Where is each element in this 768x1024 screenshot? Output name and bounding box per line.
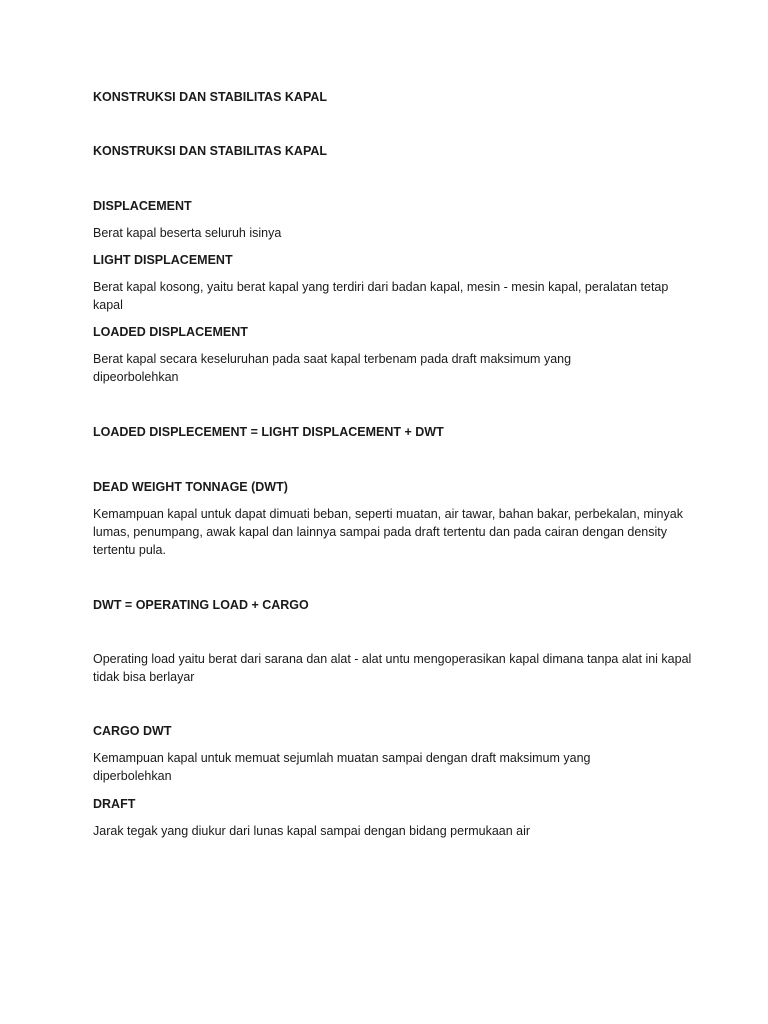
body-cargo-dwt: Kemampuan kapal untuk memuat sejumlah muatan sampai dengan draft maksimum yang diperbolehkan [93,751,591,783]
heading-displacement: DISPLACEMENT [93,199,192,213]
body-loaded-displacement: Berat kapal secara keseluruhan pada saat kapal terbenam pada draft maksimum yang dipeorbolehkan [93,352,572,384]
heading-draft: DRAFT [93,797,136,811]
formula-loaded-displacement: LOADED DISPLECEMENT = LIGHT DISPLACEMENT + DWT [93,425,444,439]
body-dwt: Kemampuan kapal untuk dapat dimuati beban, seperti muatan, air tawar, bahan bakar, perbekalan, minyak lumas, penumpang, awak kapal dan lainnya sampai pada draft tertentu dan pada cairan dengan density tertentu pula. [93,507,683,557]
heading-light-displacement: LIGHT DISPLACEMENT [93,253,233,267]
heading-dwt: DEAD WEIGHT TONNAGE (DWT) [93,480,288,494]
body-draft: Jarak tegak yang diukur dari lunas kapal sampai dengan bidang permukaan air [93,824,531,838]
body-light-displacement: Berat kapal kosong, yaitu berat kapal yang terdiri dari badan kapal, mesin - mesin kapal, peralatan tetap kapal [93,280,669,312]
formula-dwt: DWT = OPERATING LOAD + CARGO [93,598,309,612]
body-operating-load: Operating load yaitu berat dari sarana dan alat - alat untu mengoperasikan kapal dimana tanpa alat ini kapal tidak bisa berlayar [93,652,692,684]
document-subtitle: KONSTRUKSI DAN STABILITAS KAPAL [93,144,328,158]
heading-loaded-displacement: LOADED DISPLACEMENT [93,325,248,339]
body-displacement: Berat kapal beserta seluruh isinya [93,226,282,240]
heading-cargo-dwt: CARGO DWT [93,724,172,738]
document-title: KONSTRUKSI DAN STABILITAS KAPAL [93,90,328,104]
